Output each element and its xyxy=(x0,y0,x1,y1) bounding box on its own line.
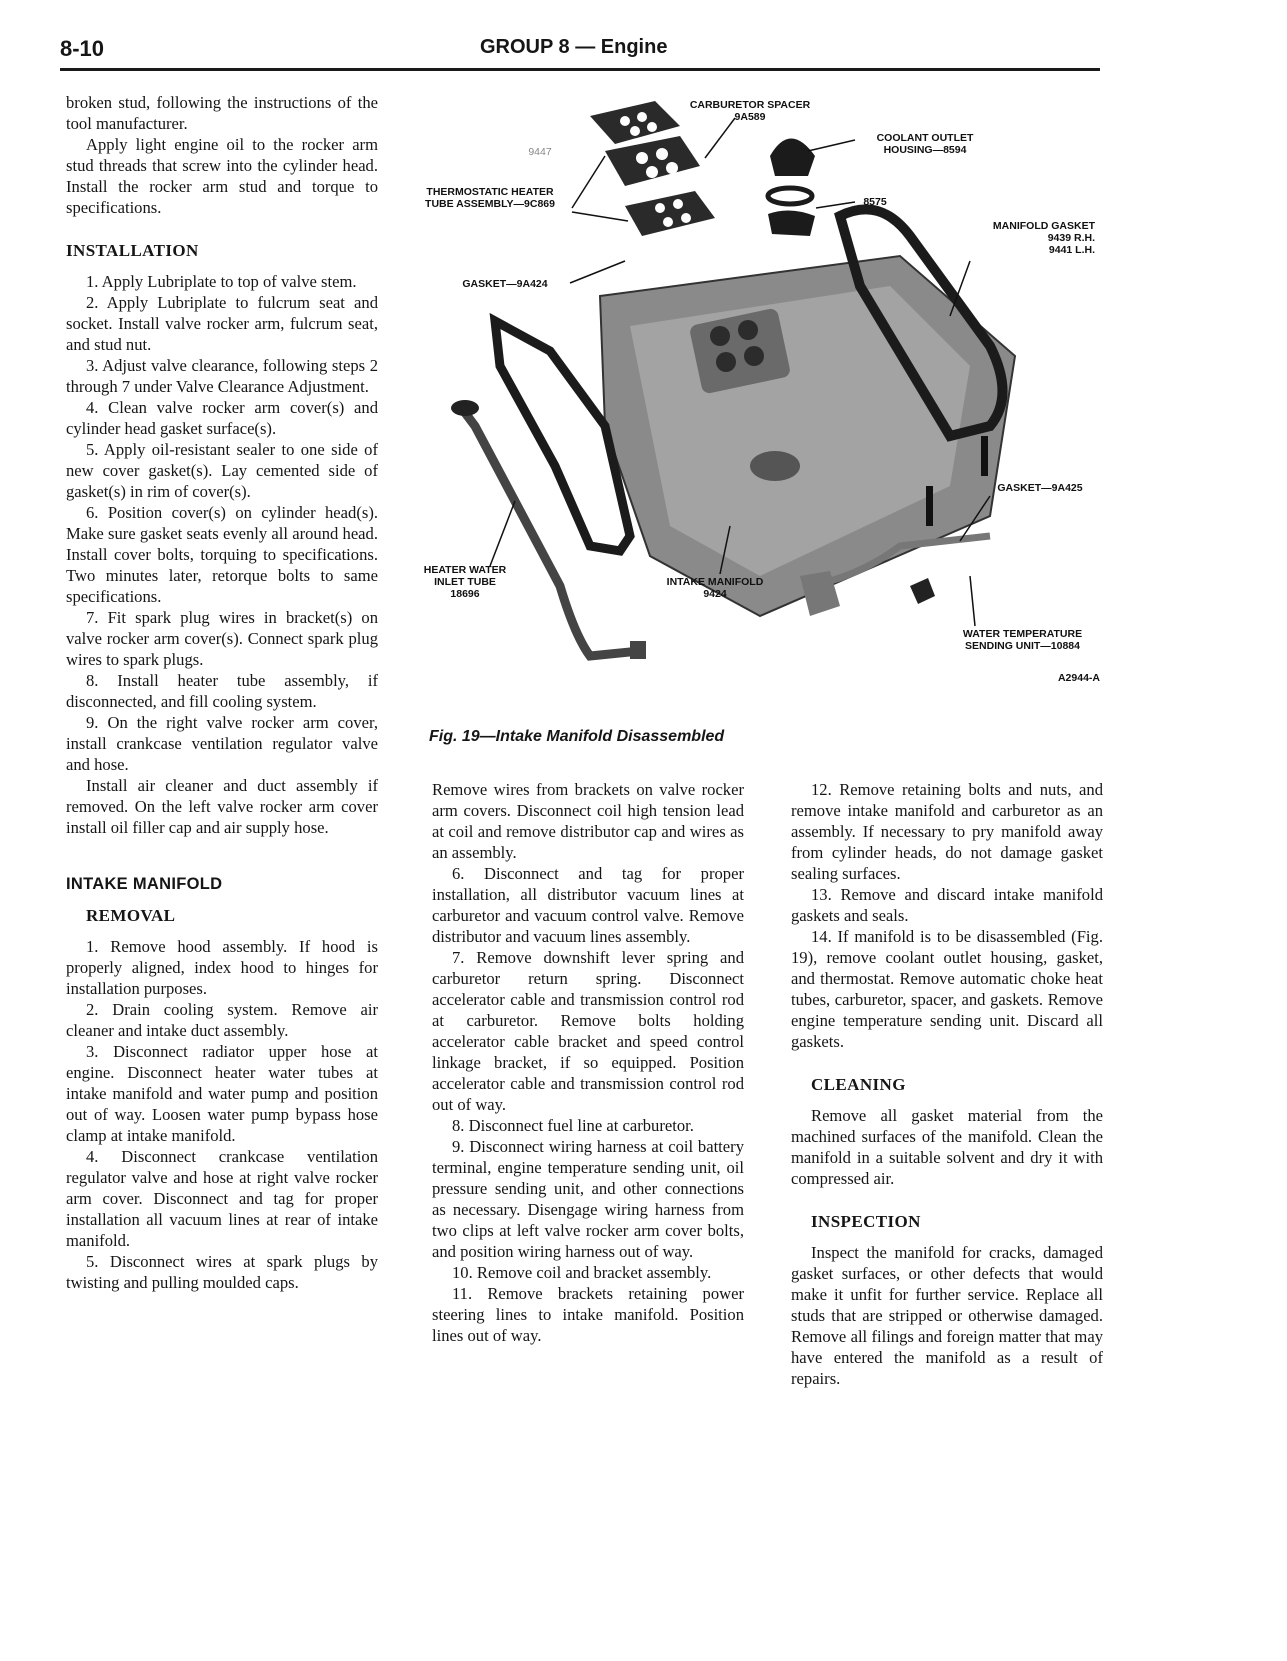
installation-step: 8. Install heater tube assembly, if disconnected, and fill cooling system. xyxy=(66,671,378,711)
label-heater-water-inlet xyxy=(410,564,520,600)
label-text: THERMOSTATIC HEATER xyxy=(426,186,554,198)
installation-step: 7. Fit spark plug wires in bracket(s) on valve rocker arm cover(s). Connect spark plug wires to spark plugs. xyxy=(66,608,378,669)
removal-step: 5. Disconnect wires at spark plugs by twisting and pulling moulded caps. xyxy=(66,1252,378,1292)
removal-step: 14. If manifold is to be disassembled (Fig. 19), remove coolant outlet housing, gasket, and thermostat. Remove automatic choke heat tubes, carburetor, spacer, and gaskets. Remove engine temperature sending unit. Discard all gaskets. xyxy=(791,927,1103,1051)
label-coolant-outlet xyxy=(865,132,985,156)
inspection-text: Inspect the manifold for cracks, damaged gasket surfaces, or other defects that would make it unfit for further service. Replace all studs that are stripped or otherwise damaged. Remove all filings and foreign matter that may have entered the manifold as a result of repairs. xyxy=(791,1243,1103,1388)
removal-step: 13. Remove and discard intake manifold gaskets and seals. xyxy=(791,885,1103,925)
page-number: 8-10 xyxy=(60,36,105,61)
label-text: INLET TUBE xyxy=(434,576,496,588)
installation-step: 9. On the right valve rocker arm cover, install crankcase ventilation regulator valve and hose. xyxy=(66,713,378,774)
installation-step: 3. Adjust valve clearance, following steps 2 through 7 under Valve Clearance Adjustment. xyxy=(66,356,378,396)
removal-step: 3. Disconnect radiator upper hose at engine. Disconnect heater water tubes at intake manifold and water pump and position out of way. Loosen water pump bypass hose clamp at intake manifold. xyxy=(66,1042,378,1145)
label-text: SENDING UNIT—10884 xyxy=(965,640,1080,652)
installation-step: 1. Apply Lubriplate to top of valve stem. xyxy=(86,272,357,291)
intake-manifold-heading: INTAKE MANIFOLD xyxy=(66,875,223,893)
figure-code: A2944-A xyxy=(1057,672,1100,684)
label-lh: 9441 L.H. xyxy=(1048,244,1095,256)
label-thermostatic-heater xyxy=(405,186,575,210)
removal-step: 2. Drain cooling system. Remove air cleaner and intake duct assembly. xyxy=(66,1000,378,1040)
label-text: WATER TEMPERATURE xyxy=(962,628,1083,640)
figure-intake-manifold xyxy=(423,96,1100,736)
installation-step: 4. Clean valve rocker arm cover(s) and cylinder head gasket surface(s). xyxy=(66,398,378,438)
header-rule xyxy=(60,68,1100,71)
removal-step: 1. Remove hood assembly. If hood is properly aligned, index hood to hinges for installation purposes. xyxy=(66,937,378,998)
installation-heading: INSTALLATION xyxy=(66,241,199,260)
label-number: 9424 xyxy=(703,588,727,600)
paragraph: broken stud, following the instructions of the tool manufacturer. xyxy=(66,93,378,133)
removal-step: 11. Remove brackets retaining power steering lines to intake manifold. Position lines out of way. xyxy=(432,1284,744,1345)
label-number: TUBE ASSEMBLY—9C869 xyxy=(425,198,555,210)
removal-step: 12. Remove retaining bolts and nuts, and remove intake manifold and carburetor as an assembly. If necessary to pry manifold away from cylinder heads, do not damage gasket sealing surfaces. xyxy=(791,780,1103,883)
label-text: MANIFOLD GASKET xyxy=(992,220,1095,232)
label-9447: 9447 xyxy=(528,146,552,158)
label-gasket-9a425: GASKET—9A425 xyxy=(997,482,1083,494)
label-manifold-gasket xyxy=(970,220,1095,256)
figure-caption: Fig. 19—Intake Manifold Disassembled xyxy=(429,728,725,745)
cleaning-text: Remove all gasket material from the machined surfaces of the manifold. Clean the manifold in a suitable solvent and dry it with compressed air. xyxy=(791,1106,1103,1188)
installation-step: 5. Apply oil-resistant sealer to one side of new cover gasket(s). Lay cemented side of gasket(s) in rim of cover(s). xyxy=(66,440,378,501)
removal-step: 10. Remove coil and bracket assembly. xyxy=(452,1263,712,1282)
label-text: INTAKE MANIFOLD xyxy=(666,576,764,588)
label-number: 9A589 xyxy=(734,111,766,123)
column-right xyxy=(791,779,1103,1389)
column-middle xyxy=(432,779,744,1346)
label-text: CARBURETOR SPACER xyxy=(689,99,811,111)
label-number: 18696 xyxy=(450,588,480,600)
page-header xyxy=(60,36,1100,68)
label-gasket-9a424: GASKET—9A424 xyxy=(462,278,548,290)
label-8575: 8575 xyxy=(863,196,887,208)
cleaning-heading: CLEANING xyxy=(811,1075,906,1094)
removal-heading: REMOVAL xyxy=(86,906,176,925)
label-water-temperature xyxy=(950,628,1095,652)
label-intake-manifold xyxy=(650,576,780,600)
removal-step: 7. Remove downshift lever spring and carburetor return spring. Disconnect accelerator cable and transmission control rod at carburetor. Remove bolts holding accelerator cable bracket and speed control linkage bracket, if so equipped. Position accelerator cable and transmission control rod out of way. xyxy=(432,948,744,1114)
paragraph: Remove wires from brackets on valve rocker arm covers. Disconnect coil high tension lead at coil and remove distributor cap and wires as an assembly. xyxy=(432,780,744,862)
column-left xyxy=(66,92,378,1293)
removal-step: 4. Disconnect crankcase ventilation regulator valve and hose at right valve rocker arm cover. Disconnect and tag for proper installation all vacuum lines at rear of intake manifold. xyxy=(66,1147,378,1250)
label-text: HEATER WATER xyxy=(423,564,507,576)
label-carburetor-spacer xyxy=(675,99,825,123)
installation-step: 6. Position cover(s) on cylinder head(s). Make sure gasket seats evenly all around head. Install cover bolts, torquing to specifications. Two minutes later, retorque bolts to same specifications. xyxy=(66,503,378,606)
group-title: GROUP 8 — Engine xyxy=(480,36,668,58)
label-number: HOUSING—8594 xyxy=(883,144,967,156)
paragraph: Apply light engine oil to the rocker arm stud threads that screw into the cylinder head. Install the rocker arm stud and torque to specifications. xyxy=(66,135,378,217)
label-text: COOLANT OUTLET xyxy=(876,132,974,144)
removal-step: 8. Disconnect fuel line at carburetor. xyxy=(452,1116,694,1135)
removal-step: 6. Disconnect and tag for proper installation, all distributor vacuum lines at carburetor and vacuum control valve. Remove distributor and vacuum lines assembly. xyxy=(432,864,744,946)
inspection-heading: INSPECTION xyxy=(811,1212,921,1231)
label-rh: 9439 R.H. xyxy=(1047,232,1095,244)
installation-step: 2. Apply Lubriplate to fulcrum seat and socket. Install valve rocker arm, fulcrum seat, and stud nut. xyxy=(66,293,378,354)
paragraph: Install air cleaner and duct assembly if removed. On the left valve rocker arm cover install oil filler cap and air supply hose. xyxy=(66,776,378,837)
removal-step: 9. Disconnect wiring harness at coil battery terminal, engine temperature sending unit, oil pressure sending unit, and other connections as necessary. Disengage wiring harness from two clips at left valve rocker arm cover bolts, and position wiring harness out of way. xyxy=(432,1137,744,1261)
